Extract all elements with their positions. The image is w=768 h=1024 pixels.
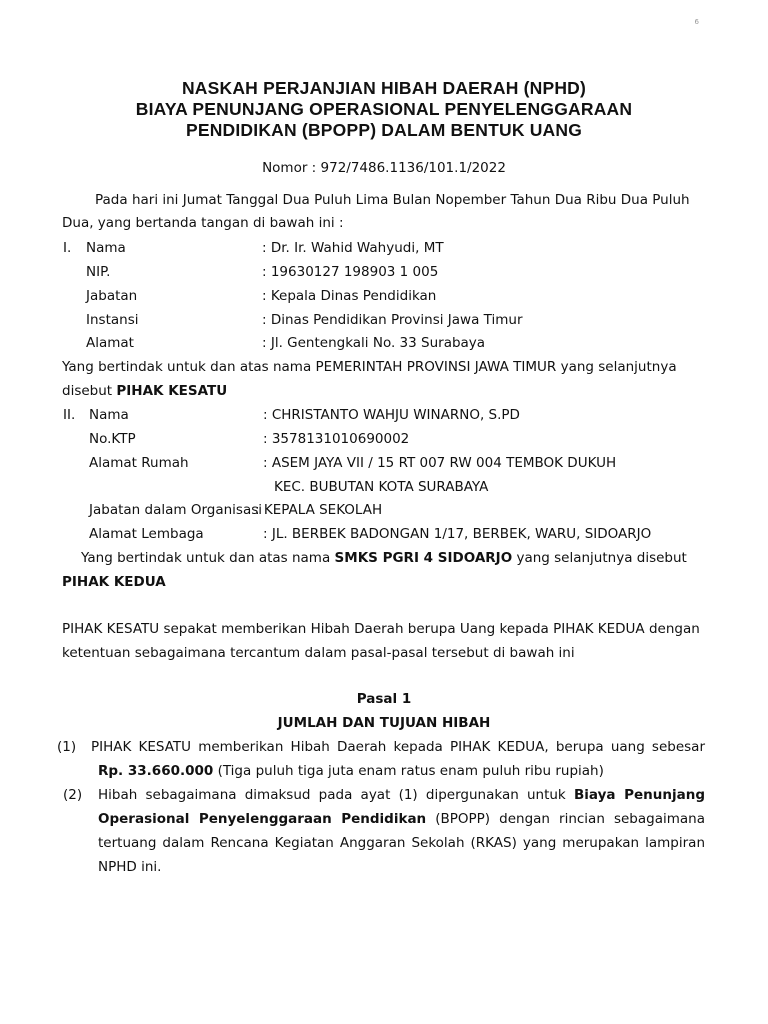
hibah-amount: Rp. 33.660.000 (98, 763, 214, 779)
party2-number: II. (63, 407, 76, 423)
party2-label-alamat-lembaga: Alamat Lembaga (89, 526, 204, 542)
party2-label-jabatan-organisasi: Jabatan dalam Organisasi (89, 502, 262, 518)
item-2-line-2-text: (BPOPP) dengan rincian sebagaimana (426, 811, 705, 827)
title-line-3: PENDIDIKAN (BPOPP) DALAM BENTUK UANG (185, 120, 583, 140)
pasal-1-subheading: JUMLAH DAN TUJUAN HIBAH (277, 715, 491, 731)
party2-value-alamat-rumah: : ASEM JAYA VII / 15 RT 007 RW 004 TEMBOK DUKUH (263, 455, 617, 471)
party1-acting-line-1: Yang bertindak untuk dan atas nama PEMERINTAH PROVINSI JAWA TIMUR yang selanjutnya (62, 359, 677, 375)
party1-label-alamat: Alamat (86, 335, 134, 351)
intro-line-1: Pada hari ini Jumat Tanggal Dua Puluh Lima Bulan Nopember Tahun Dua Ribu Dua Puluh (95, 192, 690, 208)
item-1-line-2 (98, 762, 604, 780)
party2-designation: PIHAK KEDUA (62, 574, 166, 590)
party2-school-name: SMKS PGRI 4 SIDOARJO (334, 550, 513, 566)
party1-label-nip: NIP. (86, 264, 111, 280)
item-1-line-1: PIHAK KESATU memberikan Hibah Daerah kepada PIHAK KEDUA, berupa uang sebesar (91, 739, 705, 755)
party2-acting-line-1 (81, 549, 687, 567)
document-number: Nomor : 972/7486.1136/101.1/2022 (262, 160, 506, 176)
party2-label-alamat-rumah: Alamat Rumah (89, 455, 189, 471)
item-2-line-1-text: Hibah sebagaimana dimaksud pada ayat (1) dipergunakan untuk (98, 787, 574, 803)
party2-value-alamat-lembaga: : JL. BERBEK BADONGAN 1/17, BERBEK, WARU, SIDOARJO (263, 526, 652, 542)
party2-value-ktp: : 3578131010690002 (263, 431, 410, 447)
title-line-1: NASKAH PERJANJIAN HIBAH DAERAH (NPHD) (181, 78, 587, 98)
item-2-line-2 (98, 810, 705, 828)
party1-value-nama: : Dr. Ir. Wahid Wahyudi, MT (262, 240, 444, 256)
party1-value-alamat: : Jl. Gentengkali No. 33 Surabaya (262, 335, 486, 351)
item-2-line-4: NPHD ini. (98, 859, 162, 875)
agreement-line-2: ketentuan sebagaimana tercantum dalam pasal-pasal tersebut di bawah ini (62, 645, 575, 661)
item-1-number: (1) (57, 739, 77, 755)
hibah-amount-words: (Tiga puluh tiga juta enam ratus enam puluh ribu rupiah) (213, 763, 604, 779)
party1-value-jabatan: : Kepala Dinas Pendidikan (262, 288, 437, 304)
party1-acting-line-2 (62, 382, 227, 400)
party2-label-nama: Nama (89, 407, 129, 423)
party1-value-instansi: : Dinas Pendidikan Provinsi Jawa Timur (262, 312, 523, 328)
party1-designation: PIHAK KESATU (116, 383, 228, 399)
party1-label-instansi: Instansi (86, 312, 139, 328)
party1-acting-prefix: disebut (62, 383, 117, 399)
party1-value-nip: : 19630127 198903 1 005 (262, 264, 439, 280)
party2-value-alamat-rumah-cont: KEC. BUBUTAN KOTA SURABAYA (274, 479, 489, 495)
pasal-1-heading: Pasal 1 (356, 691, 412, 707)
party1-number: I. (63, 240, 72, 256)
item-2-line-2-bold: Operasional Penyelenggaraan Pendidikan (98, 811, 427, 827)
page-number: 6 (694, 18, 699, 26)
party2-value-jabatan-organisasi: : KEPALA SEKOLAH (255, 502, 383, 518)
party2-acting-suffix: yang selanjutnya disebut (512, 550, 687, 566)
item-2-line-3: tertuang dalam Rencana Kegiatan Anggaran Sekolah (RKAS) yang merupakan lampiran (98, 835, 705, 851)
party2-value-nama: : CHRISTANTO WAHJU WINARNO, S.PD (263, 407, 520, 423)
title-line-2: BIAYA PENUNJANG OPERASIONAL PENYELENGGARAAN (135, 99, 633, 119)
party1-label-jabatan: Jabatan (86, 288, 138, 304)
party2-acting-prefix: Yang bertindak untuk dan atas nama (81, 550, 335, 566)
party2-label-ktp: No.KTP (89, 431, 136, 447)
party1-label-nama: Nama (86, 240, 126, 256)
agreement-line-1: PIHAK KESATU sepakat memberikan Hibah Daerah berupa Uang kepada PIHAK KEDUA dengan (62, 621, 700, 637)
item-2-number: (2) (63, 787, 83, 803)
document-title (0, 78, 768, 141)
item-2-line-1 (98, 786, 705, 804)
intro-line-2: Dua, yang bertanda tangan di bawah ini : (62, 215, 344, 231)
item-2-line-1-bold: Biaya Penunjang (573, 787, 705, 803)
